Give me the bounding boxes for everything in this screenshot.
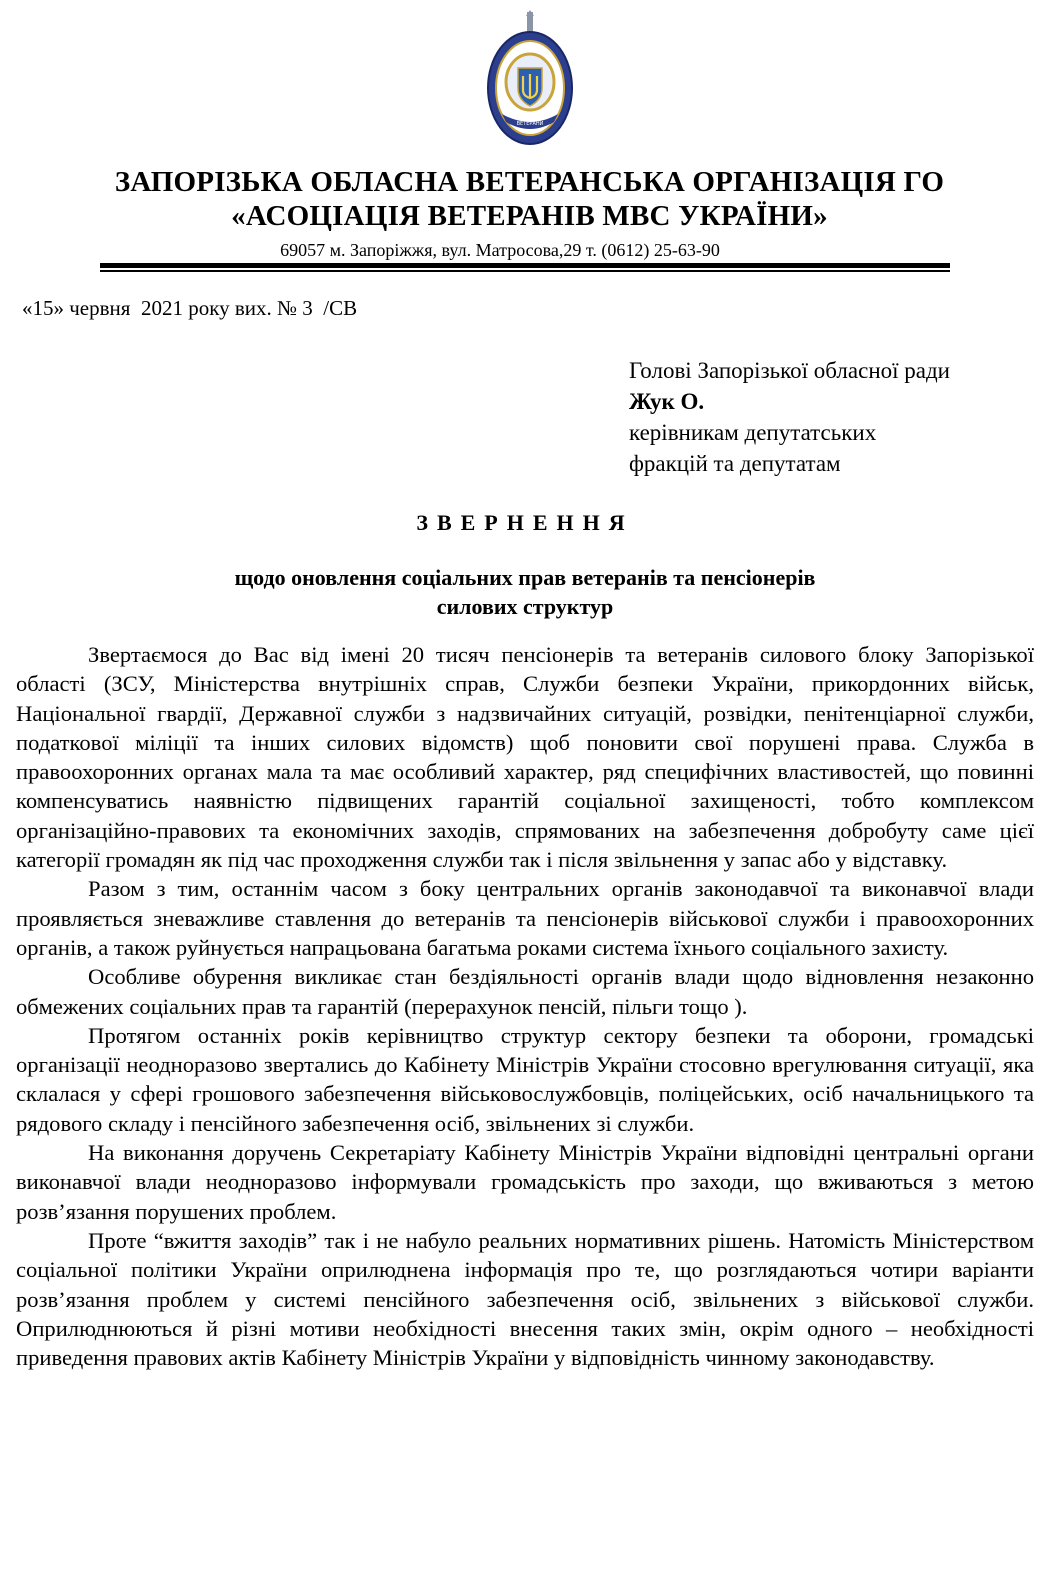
subject-line-2: силових структур [436, 594, 614, 619]
document-title: ЗВЕРНЕННЯ [416, 510, 634, 535]
addressee-name: Жук О. [629, 389, 705, 414]
body-paragraph: На виконання доручень Секретаріату Кабінету Міністрів України відповідні центральні органи виконавчої влади неодноразово інформували громадськість про заходи, що вживаються з метою розв’язання порушених проблем. [16, 1140, 1034, 1224]
subject-line-1: щодо оновлення соціальних прав ветеранів та пенсіонерів [234, 565, 816, 590]
police-veterans-emblem-icon [480, 10, 580, 150]
outgoing-number: «15» червня 2021 року вих. № 3 /СВ [22, 296, 358, 320]
document-body [16, 640, 1034, 1372]
header-rule-thick [100, 263, 950, 268]
organization-name-line1: ЗАПОРІЗЬКА ОБЛАСНА ВЕТЕРАНСЬКА ОРГАНІЗАЦІЯ ГО [114, 166, 945, 198]
document-subject [0, 563, 1050, 621]
body-paragraph: Проте “вжиття заходів” так і не набуло реальних нормативних рішень. Натомість Міністерством соціальної політики України оприлюднена інформація про те, що розглядаються чотири варіанти розв’язання проблем у системі пенсійного забезпечення осіб, звільнених з військової служби. Оприлюднюються й різні мотиви необхідності внесення таких змін, окрім одного – необхідності приведення правових актів Кабінету Міністрів України у відповідність чинному законодавству. [16, 1227, 1034, 1371]
svg-text:ВЕТЕРАНИ: ВЕТЕРАНИ [516, 121, 544, 127]
addressee-line-1: Голові Запорізької обласної ради [629, 358, 950, 383]
addressee-line-4: фракцій та депутатам [629, 451, 841, 476]
addressee-block [629, 355, 950, 479]
header-rule-thin [100, 270, 950, 272]
body-paragraph: Протягом останніх років керівництво структур сектору безпеки та оборони, громадські організації неодноразово звертались до Кабінету Міністрів України стосовно врегулювання ситуації, яка склалася у сфері грошового забезпечення військовослужбовців, поліцейських, осіб начальницького та рядового складу і пенсійного забезпечення осіб, звільнених зі служби. [16, 1022, 1034, 1136]
body-paragraph: Разом з тим, останнім часом з боку центральних органів законодавчої та виконавчої влади проявляється зневажливе ставлення до ветеранів та пенсіонерів військової служби і правоохоронних органів, а також руйнується напрацьована багатьма роками система їхнього соціального захисту. [16, 876, 1034, 960]
organization-name-line2: «АСОЦІАЦІЯ ВЕТЕРАНІВ МВС УКРАЇНИ» [231, 200, 828, 232]
organization-address: 69057 м. Запоріжжя, вул. Матросова,29 т. (0612) 25-63-90 [280, 240, 720, 260]
body-paragraph: Особливе обурення викликає стан бездіяльності органів влади щодо відновлення незаконно обмежених соціальних прав та гарантій (перерахунок пенсій, пільги тощо ). [16, 964, 1034, 1019]
addressee-line-3: керівникам депутатських [629, 420, 877, 445]
body-paragraph: Звертаємося до Вас від імені 20 тисяч пенсіонерів та ветеранів силового блоку Запорізької області (ЗСУ, Міністерства внутрішніх справ, Служби безпеки України, прикордонних військ, Національної гвардії, Державної служби з надзвичайних ситуацій, розвідки, пенітенціарної служби, податкової міліції та інших силових відомств) щоб поновити свої порушені права. Служба в правоохоронних органах мала та має особливий характер, ряд специфічних властивостей, що повинні компенсуватись наявністю підвищених гарантій соціальної захищеності, тобто комплексом організаційно-правових та економічних заходів, спрямованих на забезпечення добробуту саме цієї категорії громадян як під час проходження служби так і після звільнення у запас або у відставку. [16, 642, 1034, 873]
